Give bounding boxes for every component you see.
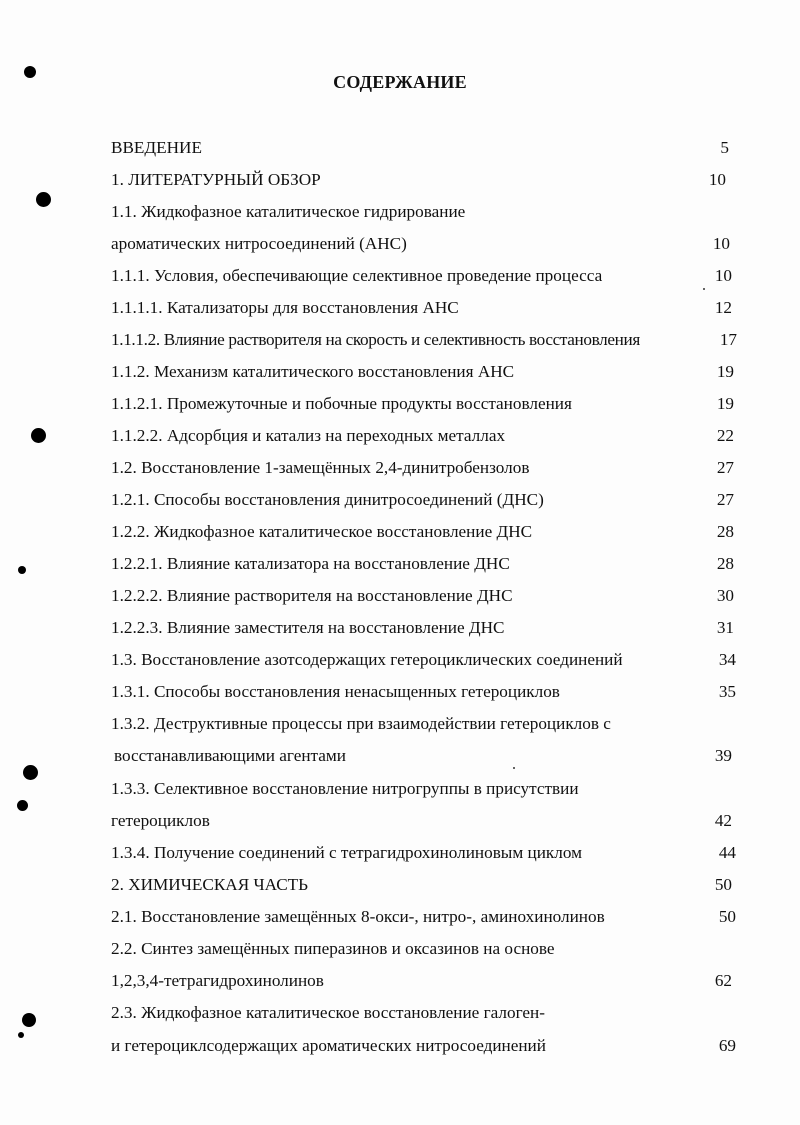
toc-entry-page: 35: [718, 682, 736, 701]
toc-entry-page: 39: [714, 746, 732, 765]
toc-entry-text: 1.3.2. Деструктивные процессы при взаимодействии гетероциклов с: [111, 714, 611, 733]
toc-entry-text: 1.2.2. Жидкофазное каталитическое восстановление ДНС: [111, 522, 533, 541]
page-title: СОДЕРЖАНИЕ: [333, 72, 467, 92]
toc-entry-text: и гетероциклсодержащих ароматических нитросоединений: [111, 1036, 546, 1055]
toc-entry-page: 50: [718, 907, 736, 926]
toc-entry-text: 1.3.4. Получение соединений с тетрагидрохинолиновым циклом: [111, 843, 582, 862]
toc-entry-text: 1.1. Жидкофазное каталитическое гидрирование: [111, 202, 466, 221]
toc-entry-page: 10: [712, 234, 730, 253]
toc-entry-text: 1.1.1.2. Влияние растворителя на скорость и селективность восстановления: [111, 330, 640, 349]
toc-entry-page: 17: [719, 330, 737, 349]
toc-entry-text: 1.2.2.2. Влияние растворителя на восстановление ДНС: [111, 586, 513, 605]
toc-entry-page: 5: [720, 138, 729, 157]
toc-entry-page: 42: [714, 811, 732, 830]
toc-entry-text: 2.3. Жидкофазное каталитическое восстановление галоген-: [111, 1003, 545, 1022]
toc-entry-text: 1.2.2.3. Влияние заместителя на восстановление ДНС: [111, 618, 505, 637]
toc-entry-text: ВВЕДЕНИЕ: [111, 138, 202, 157]
toc-entry-text: 1.3.3. Селективное восстановление нитрогруппы в присутствии: [111, 779, 579, 798]
toc-entry-page: 30: [716, 586, 734, 605]
toc-entry-text: 1.2.2.1. Влияние катализатора на восстановление ДНС: [111, 554, 510, 573]
toc-entry-text: 1.1.2. Механизм каталитического восстановления АНС: [111, 362, 515, 381]
toc-entry-text: восстанавливающими агентами: [114, 746, 346, 765]
toc-entry-page: 19: [716, 394, 734, 413]
toc-entry-page: 12: [714, 298, 732, 317]
toc-entry-page: 28: [716, 554, 734, 573]
toc-entry-page: 44: [718, 843, 736, 862]
toc-entry-text: 2.2. Синтез замещённых пиперазинов и оксазинов на основе: [111, 939, 555, 958]
toc-entry-text: 2. ХИМИЧЕСКАЯ ЧАСТЬ: [111, 875, 309, 894]
toc-entry-page: 27: [716, 458, 734, 477]
toc-entry-text: 1.1.1.1. Катализаторы для восстановления АНС: [111, 298, 459, 317]
toc-entry-text: ароматических нитросоединений (АНС): [111, 234, 407, 253]
toc-entry-page: 10: [708, 170, 726, 189]
toc-entry-page: 34: [718, 650, 736, 669]
toc-entry-text: 1.2. Восстановление 1-замещённых 2,4-динитробензолов: [111, 458, 530, 477]
toc-entry-page: 22: [716, 426, 734, 445]
toc-entry-text: 1.3.1. Способы восстановления ненасыщенных гетероциклов: [111, 682, 560, 701]
toc-entry-text: 1.1.2.2. Адсорбция и катализ на переходных металлах: [111, 426, 506, 445]
toc-entry-page: 10: [714, 266, 732, 285]
toc-entry-text: гетероциклов: [111, 811, 210, 830]
toc-entry-page: 50: [714, 875, 732, 894]
toc-entry-page: 31: [716, 618, 734, 637]
toc-entry-text: 1.1.2.1. Промежуточные и побочные продукты восстановления: [111, 394, 572, 413]
toc-entry-page: 19: [716, 362, 734, 381]
toc-entry-page: 69: [718, 1036, 736, 1055]
toc-entry-page: 28: [716, 522, 734, 541]
toc-entry-page: 62: [714, 971, 732, 990]
toc-entry-text: 1,2,3,4-тетрагидрохинолинов: [111, 971, 324, 990]
toc-entry-text: 1.3. Восстановление азотсодержащих гетероциклических соединений: [111, 650, 623, 669]
toc-entry-text: 1.1.1. Условия, обеспечивающие селективное проведение процесса: [111, 266, 603, 285]
toc-entry-text: 1.2.1. Способы восстановления динитросоединений (ДНС): [111, 490, 544, 509]
toc-entry-page: 27: [716, 490, 734, 509]
toc-entry-text: 1. ЛИТЕРАТУРНЫЙ ОБЗОР: [111, 170, 321, 189]
toc-entry-text: 2.1. Восстановление замещённых 8-окси-, нитро-, аминохинолинов: [111, 907, 605, 926]
